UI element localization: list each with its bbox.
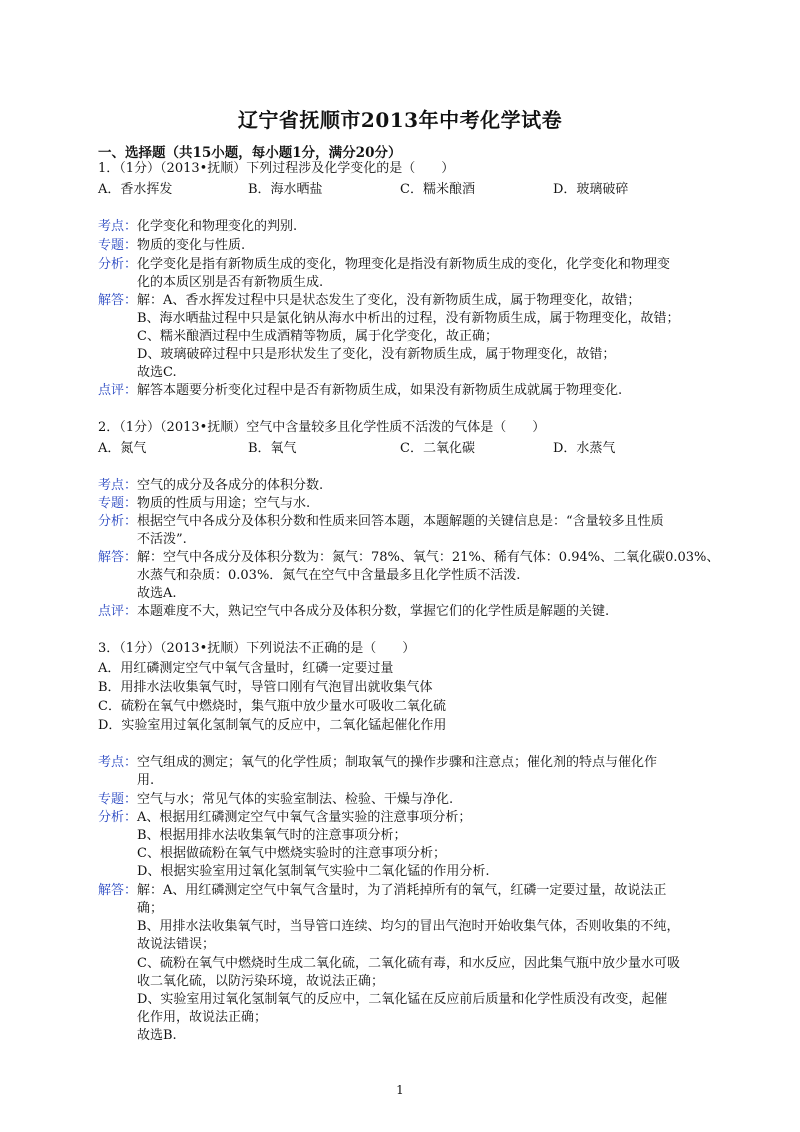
q1-option-c: C．糯米酿酒: [400, 182, 475, 197]
q2-option-c: C．二氧化碳: [400, 441, 475, 456]
zhuanti-label: 专题：: [98, 238, 138, 253]
zhuanti-label: 专题：: [98, 496, 138, 511]
q3-jieda-line: C、硫粉在氧气中燃烧时生成二氧化硫，二氧化硫有毒，和水反应，因此集气瓶中放少量水可吸: [137, 956, 680, 971]
q1-option-a: A．香水挥发: [98, 182, 173, 197]
jieda-label: 解答：: [98, 883, 138, 898]
q3-zhuanti: 专题：空气与水；常见气体的实验室制法、检验、干燥与净化.: [98, 792, 454, 807]
q2-fenxi-line: 不活泼”.: [137, 532, 187, 547]
q2-fenxi: 分析：根据空气中各成分及体积分数和性质来回答本题，本题解题的关键信息是：“含量较多且性质: [98, 514, 664, 529]
q1-kaodian: 考点：化学变化和物理变化的判别.: [98, 219, 298, 234]
q1-jieda-line: C、糯米酿酒过程中生成酒精等物质，属于化学变化，故正确；: [137, 329, 498, 344]
q3-fenxi-line: B、根据用排水法收集氧气时的注意事项分析；: [137, 828, 407, 843]
q2-stem: 2．（1分）（2013•抚顺）空气中含量较多且化学性质不活泼的气体是（ ）: [98, 420, 546, 435]
q1-fenxi: 分析：化学变化是指有新物质生成的变化，物理变化是指没有新物质生成的变化，化学变化和物理变: [98, 257, 671, 272]
kaodian-label: 考点：: [98, 478, 138, 493]
q3-jieda-line: 故说法错误；: [137, 937, 216, 952]
fenxi-label: 分析：: [98, 810, 138, 825]
q1-option-d: D．玻璃破碎: [553, 182, 629, 197]
q1-zhuanti: 专题：物质的变化与性质.: [98, 238, 246, 253]
fenxi-label: 分析：: [98, 257, 138, 272]
q2-dianping: 点评：本题难度不大，熟记空气中各成分及体积分数，掌握它们的化学性质是解题的关键.: [98, 604, 610, 619]
q3-jieda-line: D、实验室用过氧化氢制氧气的反应中，二氧化锰在反应前后质量和化学性质没有改变，起催: [137, 992, 668, 1007]
q1-jieda-line: 故选C.: [137, 365, 177, 380]
q2-option-d: D．水蒸气: [553, 441, 616, 456]
q3-option-c: C．硫粉在氧气中燃烧时，集气瓶中放少量水可吸收二氧化硫: [98, 699, 446, 714]
q3-fenxi: 分析：A、根据用红磷测定空气中氧气含量实验的注意事项分析；: [98, 810, 472, 825]
q3-stem: 3．（1分）（2013•抚顺）下列说法不正确的是（ ）: [98, 641, 416, 656]
dianping-label: 点评：: [98, 604, 138, 619]
q3-fenxi-line: D、根据实验室用过氧化氢制氧气实验中二氧化锰的作用分析.: [137, 864, 490, 879]
q3-fenxi-line: C、根据做硫粉在氧气中燃烧实验时的注意事项分析；: [137, 846, 446, 861]
q3-jieda-line: 化作用，故说法正确；: [137, 1010, 268, 1025]
q1-jieda: 解答：解：A、香水挥发过程中只是状态发生了变化，没有新物质生成，属于物理变化，故错；: [98, 293, 641, 308]
q2-kaodian: 考点：空气的成分及各成分的体积分数.: [98, 478, 324, 493]
q3-jieda-line: 收二氧化硫，以防污染环境，故说法正确；: [137, 974, 385, 989]
q1-stem: 1．（1分）（2013•抚顺）下列过程涉及化学变化的是（ ）: [98, 161, 455, 176]
kaodian-label: 考点：: [98, 219, 138, 234]
q1-dianping: 点评：解答本题要分析变化过程中是否有新物质生成，如果没有新物质生成就属于物理变化.: [98, 383, 623, 398]
q1-option-b: B．海水晒盐: [248, 182, 323, 197]
section-heading: 一、选择题（共15小题，每小题1分，满分20分）: [98, 145, 402, 161]
q3-jieda-line: 故选B.: [137, 1028, 177, 1043]
q3-jieda-line: B、用排水法收集氧气时，当导管口连续、均匀的冒出气泡时开始收集气体，否则收集的不纯，: [137, 919, 680, 934]
q2-zhuanti: 专题：物质的性质与用途；空气与水.: [98, 496, 311, 511]
zhuanti-label: 专题：: [98, 792, 138, 807]
q2-jieda-line: 水蒸气和杂质：0.03%．氮气在空气中含量最多且化学性质不活泼.: [137, 568, 521, 583]
q3-option-a: A．用红磷测定空气中氧气含量时，红磷一定要过量: [98, 661, 394, 676]
q3-jieda: 解答：解：A、用红磷测定空气中氧气含量时，为了消耗掉所有的氧气，红磷一定要过量，故说法正: [98, 883, 667, 898]
jieda-label: 解答：: [98, 293, 138, 308]
dianping-label: 点评：: [98, 383, 138, 398]
q2-option-a: A．氮气: [98, 441, 147, 456]
q3-kaodian: 考点：空气组成的测定；氧气的化学性质；制取氧气的操作步骤和注意点；催化剂的特点与催化作: [98, 755, 658, 770]
q3-kaodian-line: 用.: [137, 773, 155, 788]
fenxi-label: 分析：: [98, 514, 138, 529]
q2-jieda: 解答：解：空气中各成分及体积分数为：氮气：78%、氧气：21%、稀有气体：0.94%、二氧化碳0.03%、: [98, 550, 720, 565]
q1-jieda-line: B、海水晒盐过程中只是氯化钠从海水中析出的过程，没有新物质生成，属于物理变化，故错；: [137, 311, 680, 326]
page-title: 辽宁省抚顺市2013年中考化学试卷: [237, 108, 563, 132]
q1-fenxi-line: 化的本质区别是否有新物质生成.: [137, 275, 324, 290]
page-number: 1: [396, 1083, 404, 1097]
q1-jieda-line: D、玻璃破碎过程中只是形状发生了变化，没有新物质生成，属于物理变化，故错；: [137, 347, 616, 362]
q2-jieda-line: 故选A.: [137, 586, 177, 601]
q3-jieda-line: 确；: [137, 901, 164, 916]
jieda-label: 解答：: [98, 550, 138, 565]
kaodian-label: 考点：: [98, 755, 138, 770]
q3-option-b: B．用排水法收集氧气时，导管口刚有气泡冒出就收集气体: [98, 680, 433, 695]
q2-option-b: B．氧气: [248, 441, 297, 456]
q3-option-d: D．实验室用过氧化氢制氧气的反应中，二氧化锰起催化作用: [98, 718, 447, 733]
